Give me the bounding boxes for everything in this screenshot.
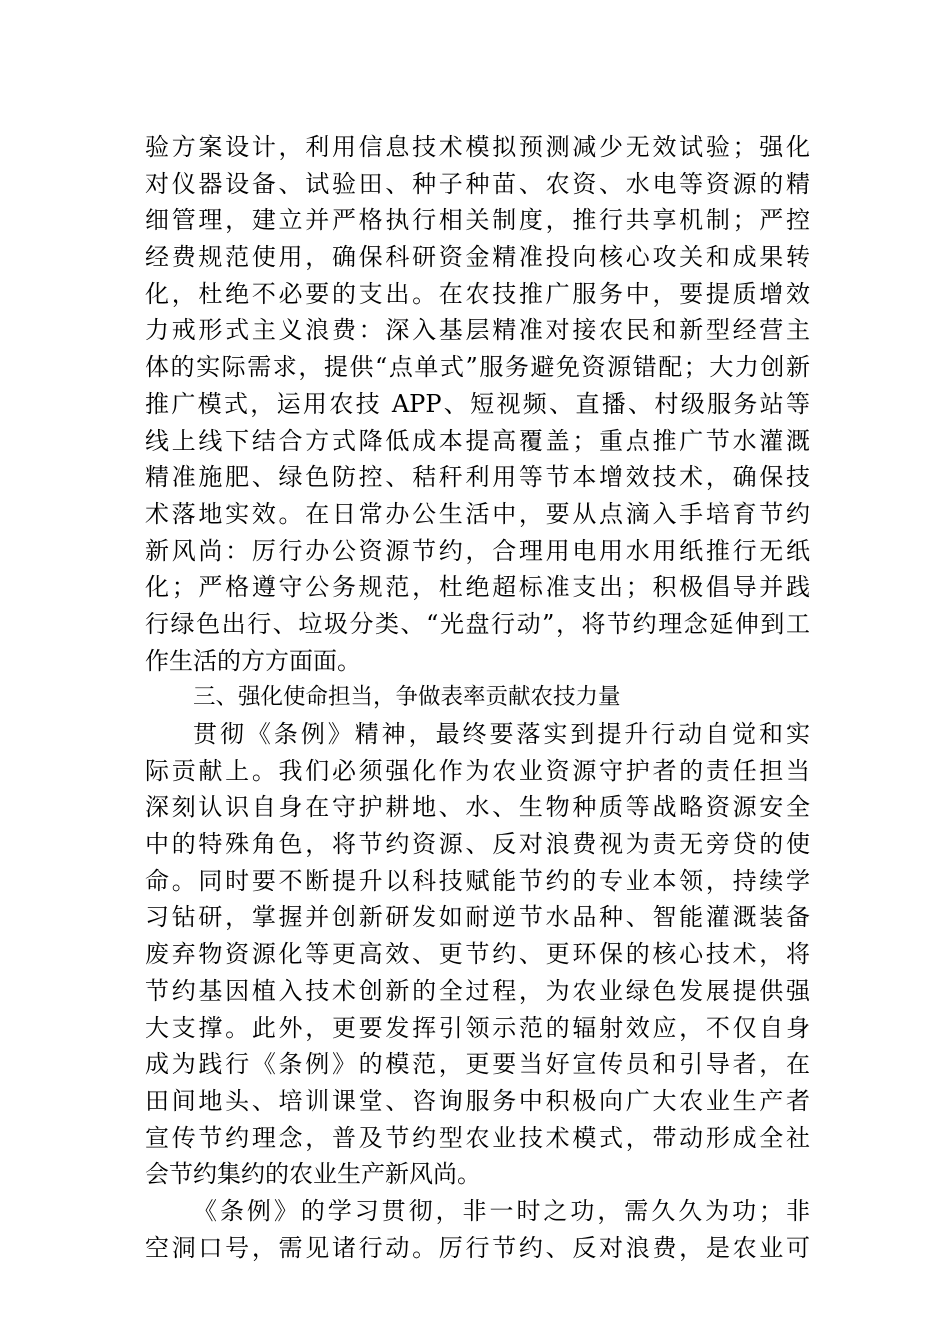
paragraph-2-line-2: 际贡献上。我们必须强化作为农业资源守护者的责任担当 xyxy=(145,756,810,785)
paragraph-2-line-11: 田间地头、培训课堂、咨询服务中积极向广大农业生产者 xyxy=(145,1086,810,1115)
paragraph-1-line-8: 推广模式，运用农技 APP、短视频、直播、村级服务站等 xyxy=(145,389,810,418)
paragraph-1-line-2: 对仪器设备、试验田、种子种苗、农资、水电等资源的精 xyxy=(145,169,810,198)
paragraph-1-line-11: 术落地实效。在日常办公生活中，要从点滴入手培育节约 xyxy=(145,499,810,528)
paragraph-1-line-3: 细管理，建立并严格执行相关制度，推行共享机制；严控 xyxy=(145,206,810,235)
paragraph-2-line-9: 大支撑。此外，更要发挥引领示范的辐射效应，不仅自身 xyxy=(145,1013,810,1042)
paragraph-1-line-6: 力戒形式主义浪费：深入基层精准对接农民和新型经营主 xyxy=(145,316,810,345)
paragraph-3-line-1: 《条例》的学习贯彻，非一时之功，需久久为功；非 xyxy=(193,1196,810,1225)
paragraph-1-line-14: 行绿色出行、垃圾分类、“光盘行动”，将节约理念延伸到工 xyxy=(145,609,810,638)
paragraph-2-line-13: 会节约集约的农业生产新风尚。 xyxy=(145,1160,481,1189)
section-heading: 三、强化使命担当，争做表率贡献农技力量 xyxy=(193,684,621,711)
paragraph-2-line-1: 贯彻《条例》精神，最终要落实到提升行动自觉和实 xyxy=(193,720,810,748)
paragraph-1-line-9: 线上线下结合方式降低成本提高覆盖；重点推广节水灌溉 xyxy=(145,426,810,455)
paragraph-2-line-7: 废弃物资源化等更高效、更节约、更环保的核心技术，将 xyxy=(145,940,810,969)
document-body xyxy=(145,129,810,1266)
paragraph-2-line-3: 深刻认识自身在守护耕地、水、生物种质等战略资源安全 xyxy=(145,793,810,822)
paragraph-1-line-13: 化；严格遵守公务规范，杜绝超标准支出；积极倡导并践 xyxy=(145,573,810,602)
paragraph-1-line-5: 化，杜绝不必要的支出。在农技推广服务中，要提质增效 xyxy=(145,279,810,308)
paragraph-2-line-8: 节约基因植入技术创新的全过程，为农业绿色发展提供强 xyxy=(145,976,810,1005)
paragraph-2-line-4: 中的特殊角色，将节约资源、反对浪费视为责无旁贷的使 xyxy=(145,830,810,859)
paragraph-2-line-10: 成为践行《条例》的模范，更要当好宣传员和引导者，在 xyxy=(145,1050,810,1079)
paragraph-2-line-12: 宣传节约理念，普及节约型农业技术模式，带动形成全社 xyxy=(145,1123,810,1152)
paragraph-1-line-12: 新风尚：厉行办公资源节约，合理用电用水用纸推行无纸 xyxy=(145,536,810,565)
paragraph-1-line-15: 作生活的方方面面。 xyxy=(145,646,361,675)
paragraph-2-line-6: 习钻研，掌握并创新研发如耐逆节水品种、智能灌溉装备 xyxy=(145,903,810,932)
paragraph-1-line-4: 经费规范使用，确保科研资金精准投向核心攻关和成果转 xyxy=(145,243,810,272)
paragraph-1-line-7: 体的实际需求，提供“点单式”服务避免资源错配；大力创新 xyxy=(145,353,810,382)
paragraph-1-line-10: 精准施肥、绿色防控、秸秆利用等节本增效技术，确保技 xyxy=(145,463,810,492)
paragraph-1-line-1: 验方案设计，利用信息技术模拟预测减少无效试验；强化 xyxy=(145,133,810,161)
paragraph-2-line-5: 命。同时要不断提升以科技赋能节约的专业本领，持续学 xyxy=(145,866,810,895)
paragraph-3-line-2: 空洞口号，需见诸行动。厉行节约、反对浪费，是农业可 xyxy=(145,1233,810,1262)
